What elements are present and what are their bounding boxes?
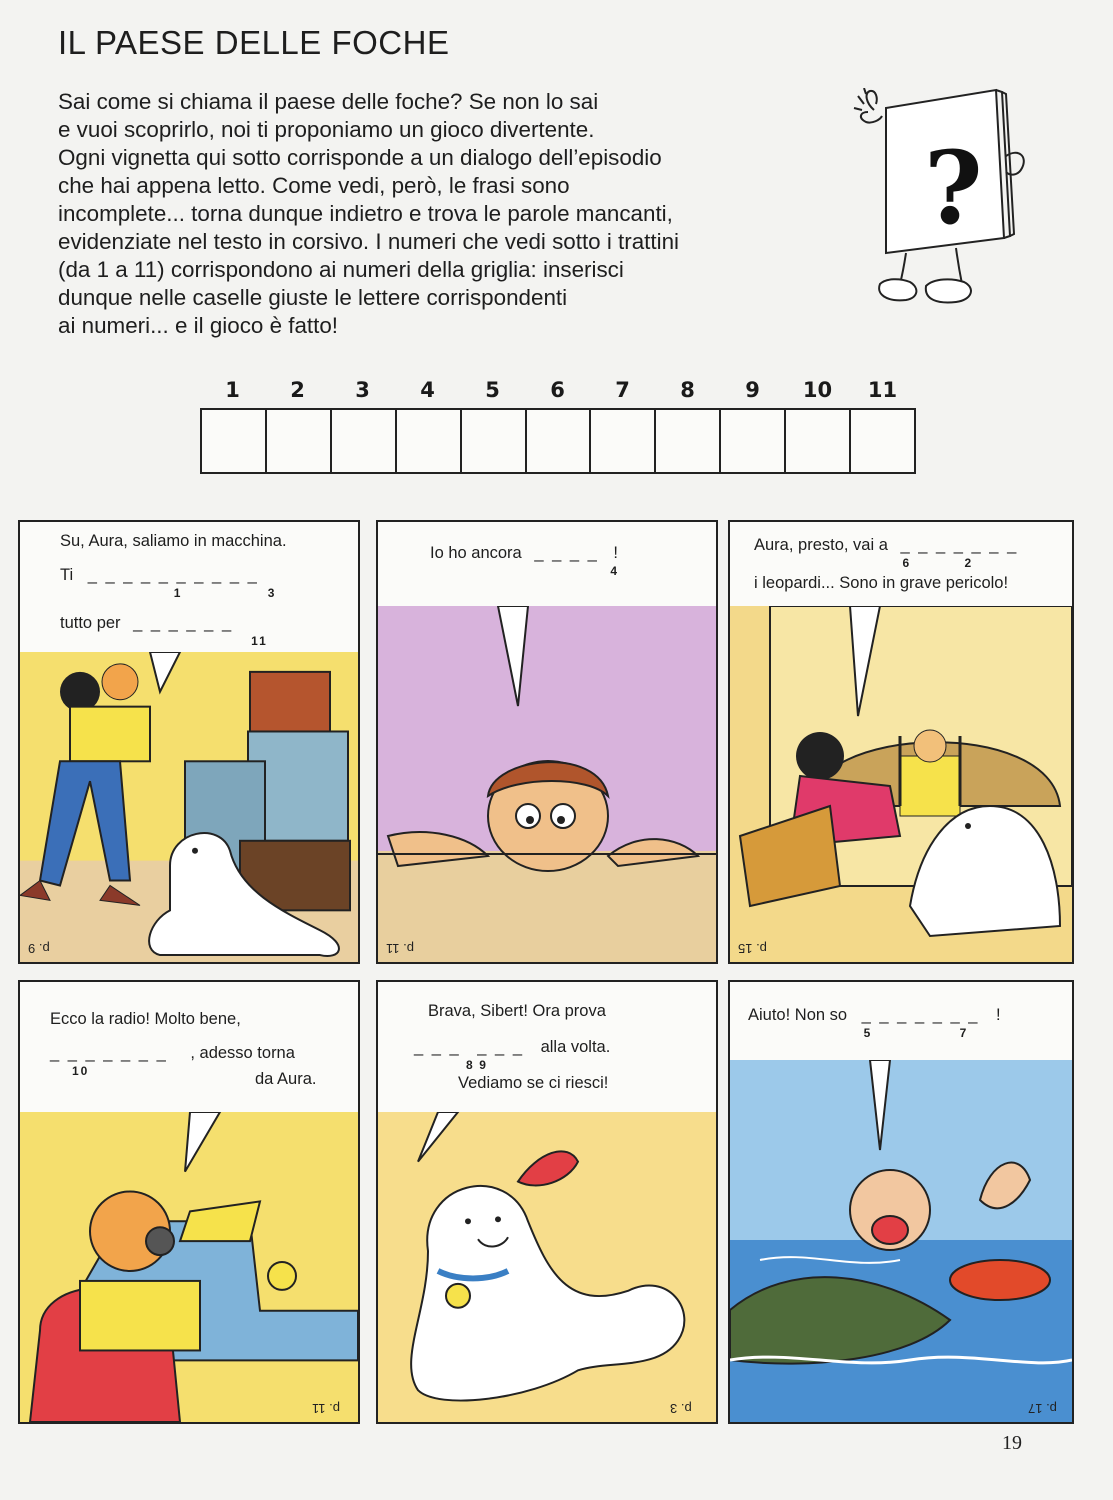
- page-reference: p. 9: [28, 941, 50, 956]
- panel-caption: [730, 982, 1072, 1062]
- grid-cell-1[interactable]: [202, 410, 267, 472]
- grid-number: 8: [680, 378, 695, 402]
- panel-illustration: [378, 1112, 716, 1422]
- grid-number: 5: [485, 378, 500, 402]
- page-number: 19: [1002, 1432, 1022, 1454]
- page-reference: p. 17: [1028, 1401, 1057, 1416]
- grid-number: 7: [615, 378, 630, 402]
- comic-panel-4: [18, 980, 360, 1424]
- blank-number: 2: [964, 556, 974, 570]
- grid-number: 6: [550, 378, 565, 402]
- page-reference: p. 11: [312, 1401, 340, 1416]
- comic-panel-1: [18, 520, 360, 964]
- caption-line: i leopardi... Sono in grave pericolo!: [754, 574, 1009, 592]
- grid-number: 2: [290, 378, 305, 402]
- grid-number: 3: [355, 378, 370, 402]
- blank-number: 4: [610, 564, 620, 578]
- caption-line: Aiuto! Non so _ _ _ _ _ _ _ 5 7 !: [748, 1006, 1001, 1040]
- page-reference: p. 11: [386, 941, 414, 956]
- grid-cell-7[interactable]: [591, 410, 656, 472]
- intro-line: Ogni vignetta qui sotto corrisponde a un dialogo dell’episodio: [58, 145, 662, 170]
- intro-line: evidenziate nel testo in corsivo. I numeri che vedi sotto i trattini: [58, 229, 680, 254]
- answer-grid: [200, 408, 916, 474]
- caption-line: Aura, presto, vai a _ _ _ _ _ _ _ 6 2: [754, 536, 1019, 570]
- grid-cell-4[interactable]: [397, 410, 462, 472]
- caption-line: Ti _ _ _ _ _ _ _ _ _ _ 1 3: [60, 566, 277, 600]
- blank-number: 10: [72, 1064, 90, 1078]
- intro-line: Sai come si chiama il paese delle foche? Se non lo sai: [58, 89, 599, 114]
- panel-caption: [378, 982, 716, 1114]
- intro-line: incomplete... torna dunque indietro e trova le parole mancanti,: [58, 201, 673, 226]
- panel-illustration: [730, 1060, 1072, 1422]
- panel-caption: [730, 522, 1072, 608]
- intro-line: (da 1 a 11) corrispondono ai numeri della griglia: inserisci: [58, 257, 624, 282]
- blank-number: 3: [267, 586, 277, 600]
- panel-illustration: [20, 1112, 358, 1422]
- panel-illustration: [20, 652, 358, 962]
- grid-number: 10: [802, 378, 833, 402]
- answer-blank: _ _ _ _ _ _ _ 6 2: [900, 536, 1019, 570]
- answer-blank: _ _ _ 9: [477, 1038, 524, 1072]
- panel-caption: [20, 522, 358, 654]
- comic-panel-6: [728, 980, 1074, 1424]
- blank-number: 8: [466, 1058, 475, 1072]
- page-title: IL PAESE DELLE FOCHE: [58, 24, 450, 61]
- caption-line: Ecco la radio! Molto bene,: [50, 1010, 241, 1028]
- panel-illustration: [730, 606, 1072, 962]
- caption-line: Brava, Sibert! Ora prova: [428, 1002, 606, 1020]
- grid-number-row: [200, 378, 916, 408]
- grid-cell-2[interactable]: [267, 410, 332, 472]
- intro-line: dunque nelle caselle giuste le lettere corrispondenti: [58, 285, 568, 310]
- grid-number: 1: [225, 378, 240, 402]
- grid-number: 9: [745, 378, 760, 402]
- page-reference: p. 15: [738, 941, 767, 956]
- intro-line: e vuoi scoprirlo, noi ti proponiamo un gioco divertente.: [58, 117, 595, 142]
- intro-text: [58, 88, 818, 340]
- answer-blank: _ _ _ _ _ _ _ _ _ _ 1 3: [87, 566, 277, 600]
- grid-number: 11: [867, 378, 898, 402]
- caption-line: _ _ _ _ _ _ _ 10 , adesso torna: [50, 1044, 295, 1078]
- grid-cell-11[interactable]: [851, 410, 914, 472]
- comic-panel-3: [728, 520, 1074, 964]
- grid-number: 4: [420, 378, 435, 402]
- page-reference: p. 3: [670, 1401, 692, 1416]
- comic-panel-5: [376, 980, 718, 1424]
- grid-cell-9[interactable]: [721, 410, 786, 472]
- blank-number: 1: [173, 586, 183, 600]
- grid-cell-10[interactable]: [786, 410, 851, 472]
- blank-number: 7: [959, 1026, 969, 1040]
- panel-caption: [20, 982, 358, 1114]
- answer-blank: _ _ _ _ _ _ _ 5 7: [861, 1006, 980, 1040]
- caption-line: Su, Aura, saliamo in macchina.: [60, 532, 287, 550]
- comic-panel-2: [376, 520, 718, 964]
- intro-line: che hai appena letto. Come vedi, però, le frasi sono: [58, 173, 570, 198]
- panel-caption: [378, 522, 716, 608]
- blank-number: 11: [251, 634, 268, 648]
- answer-blank: _ _ _ _ _ _ _ 10: [50, 1044, 168, 1078]
- grid-cell-5[interactable]: [462, 410, 527, 472]
- svg-text:?: ?: [924, 129, 983, 247]
- blank-number: 9: [479, 1058, 488, 1072]
- panel-illustration: [378, 606, 716, 962]
- grid-cell-8[interactable]: [656, 410, 721, 472]
- answer-blank: _ _ _ _ _ _ 11: [133, 614, 268, 648]
- question-mark-mascot-icon: [846, 88, 1046, 328]
- caption-line: Vediamo se ci riesci!: [458, 1074, 609, 1092]
- caption-line: tutto per _ _ _ _ _ _ 11: [60, 614, 268, 648]
- blank-number: 6: [902, 556, 912, 570]
- grid-cell-3[interactable]: [332, 410, 397, 472]
- answer-blank: _ _ _ 8: [414, 1038, 475, 1072]
- answer-blank: _ _ _ _ 4: [534, 544, 620, 578]
- caption-line: Io ho ancora _ _ _ _ 4 !: [430, 544, 620, 578]
- caption-line: da Aura.: [255, 1070, 317, 1088]
- intro-line: ai numeri... e il gioco è fatto!: [58, 313, 339, 338]
- grid-cell-6[interactable]: [527, 410, 592, 472]
- blank-number: 5: [863, 1026, 873, 1040]
- caption-line: _ _ _ 8 _ _ _ 9 alla volta.: [414, 1038, 611, 1072]
